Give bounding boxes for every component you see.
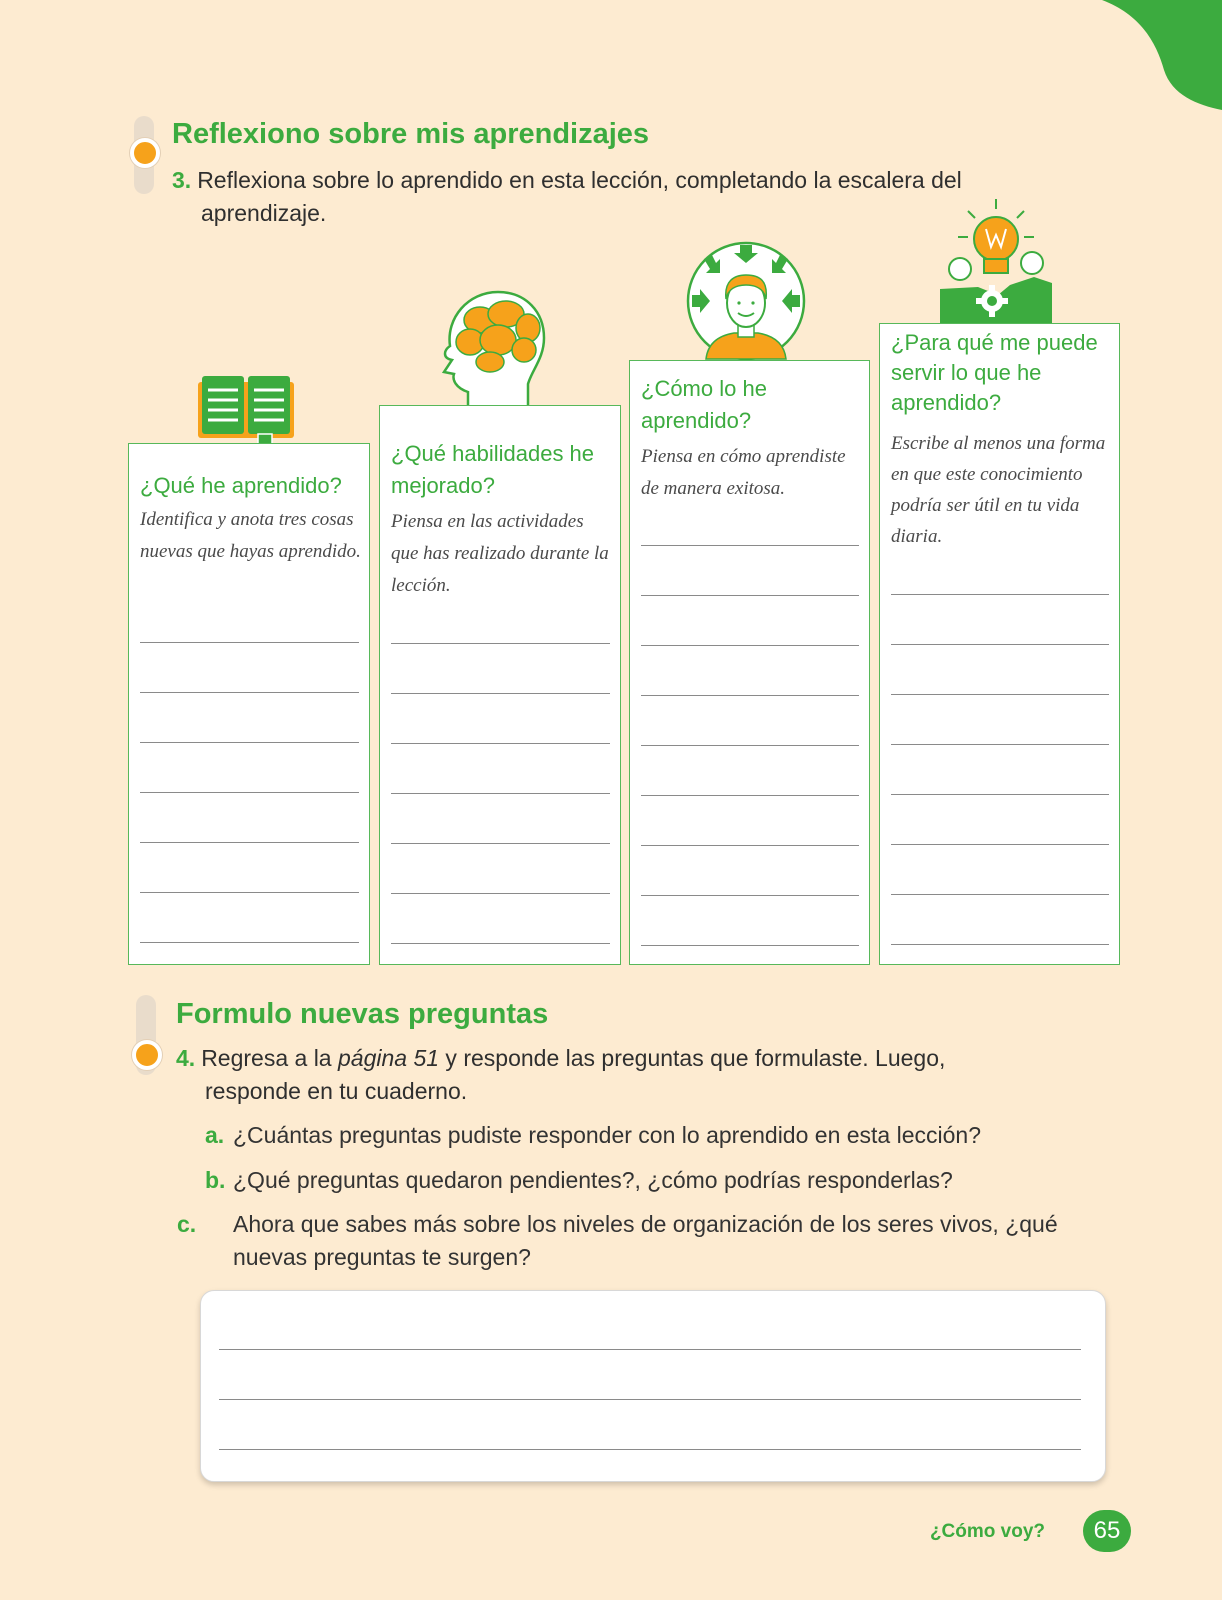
answer-line[interactable] bbox=[891, 694, 1109, 695]
answer-line[interactable] bbox=[391, 893, 610, 894]
sub-letter: c. bbox=[177, 1211, 197, 1237]
question-number: 3. bbox=[172, 167, 192, 193]
lightbulb-gear-icon bbox=[938, 199, 1054, 327]
answer-line[interactable] bbox=[641, 695, 859, 696]
answer-line[interactable] bbox=[641, 795, 859, 796]
answer-line[interactable] bbox=[891, 594, 1109, 595]
answer-box[interactable] bbox=[200, 1290, 1106, 1482]
question-3 bbox=[172, 164, 1041, 230]
step-card-1 bbox=[128, 443, 370, 965]
step-title: ¿Para qué me puede servir lo que he aprendido? bbox=[891, 330, 1098, 415]
sub-letter: a. bbox=[205, 1122, 225, 1148]
answer-line[interactable] bbox=[140, 692, 359, 693]
answer-line[interactable] bbox=[641, 745, 859, 746]
question-text-after: y responde las preguntas que formulaste. Luego, responde en tu cuaderno. bbox=[205, 1045, 946, 1104]
answer-line[interactable] bbox=[891, 744, 1109, 745]
question-text: Reflexiona sobre lo aprendido en esta lección, completando la escalera del aprendizaje. bbox=[197, 167, 962, 226]
answer-line[interactable] bbox=[641, 945, 859, 946]
answer-line[interactable] bbox=[641, 645, 859, 646]
step-card-4 bbox=[879, 323, 1120, 965]
question-text-before: Regresa a la bbox=[201, 1045, 338, 1071]
answer-line[interactable] bbox=[219, 1449, 1081, 1450]
answer-line[interactable] bbox=[641, 545, 859, 546]
answer-line[interactable] bbox=[391, 793, 610, 794]
corner-decoration bbox=[1102, 0, 1222, 110]
open-book-icon bbox=[196, 374, 296, 452]
page-number: 65 bbox=[1083, 1510, 1131, 1552]
sub-question-b bbox=[205, 1164, 1085, 1197]
answer-line[interactable] bbox=[891, 894, 1109, 895]
answer-line[interactable] bbox=[140, 792, 359, 793]
answer-line[interactable] bbox=[891, 644, 1109, 645]
section-title-reflexiono: Reflexiono sobre mis aprendizajes bbox=[172, 118, 650, 150]
answer-line[interactable] bbox=[391, 843, 610, 844]
question-4 bbox=[176, 1042, 1005, 1108]
answer-line[interactable] bbox=[891, 794, 1109, 795]
answer-line[interactable] bbox=[641, 845, 859, 846]
question-number: 4. bbox=[176, 1045, 196, 1071]
person-arrows-icon bbox=[684, 241, 808, 363]
answer-line[interactable] bbox=[391, 643, 610, 644]
section-marker-dot bbox=[130, 138, 160, 168]
step-title: ¿Qué habilidades he mejorado? bbox=[391, 441, 595, 498]
section-title-formulo: Formulo nuevas preguntas bbox=[176, 998, 549, 1030]
step-hint: Escribe al menos una forma en que este conocimiento podría ser útil en tu vida diaria. bbox=[891, 433, 1106, 547]
answer-line[interactable] bbox=[891, 844, 1109, 845]
answer-line[interactable] bbox=[140, 842, 359, 843]
sub-text: ¿Cuántas preguntas pudiste responder con lo aprendido en esta lección? bbox=[233, 1122, 981, 1148]
answer-line[interactable] bbox=[140, 742, 359, 743]
answer-line[interactable] bbox=[140, 892, 359, 893]
step-hint: Identifica y anota tres cosas nuevas que hayas aprendido. bbox=[140, 509, 361, 562]
brain-head-icon bbox=[428, 288, 548, 416]
sub-question-a bbox=[205, 1119, 1085, 1152]
answer-line[interactable] bbox=[891, 944, 1109, 945]
answer-line[interactable] bbox=[219, 1349, 1081, 1350]
page-reference: página 51 bbox=[338, 1045, 440, 1071]
sub-question-c bbox=[177, 1208, 1113, 1274]
answer-line[interactable] bbox=[641, 595, 859, 596]
footer-section-label: ¿Cómo voy? bbox=[929, 1521, 1045, 1542]
answer-line[interactable] bbox=[219, 1399, 1081, 1400]
step-title: ¿Qué he aprendido? bbox=[140, 473, 342, 498]
answer-line[interactable] bbox=[641, 895, 859, 896]
step-card-3 bbox=[629, 360, 870, 965]
step-card-2 bbox=[379, 405, 621, 965]
sub-letter: b. bbox=[205, 1167, 226, 1193]
answer-line[interactable] bbox=[391, 693, 610, 694]
answer-line[interactable] bbox=[140, 642, 359, 643]
section-marker-dot bbox=[132, 1040, 162, 1070]
answer-line[interactable] bbox=[391, 743, 610, 744]
step-title: ¿Cómo lo he aprendido? bbox=[641, 376, 767, 433]
sub-text: Ahora que sabes más sobre los niveles de organización de los seres vivos, ¿qué nuevas preguntas te surgen? bbox=[233, 1211, 1058, 1270]
answer-line[interactable] bbox=[140, 942, 359, 943]
step-hint: Piensa en cómo aprendiste de manera exitosa. bbox=[641, 446, 846, 499]
answer-line[interactable] bbox=[391, 943, 610, 944]
step-hint: Piensa en las actividades que has realizado durante la lección. bbox=[391, 511, 609, 596]
sub-text: ¿Qué preguntas quedaron pendientes?, ¿cómo podrías responderlas? bbox=[233, 1167, 953, 1193]
